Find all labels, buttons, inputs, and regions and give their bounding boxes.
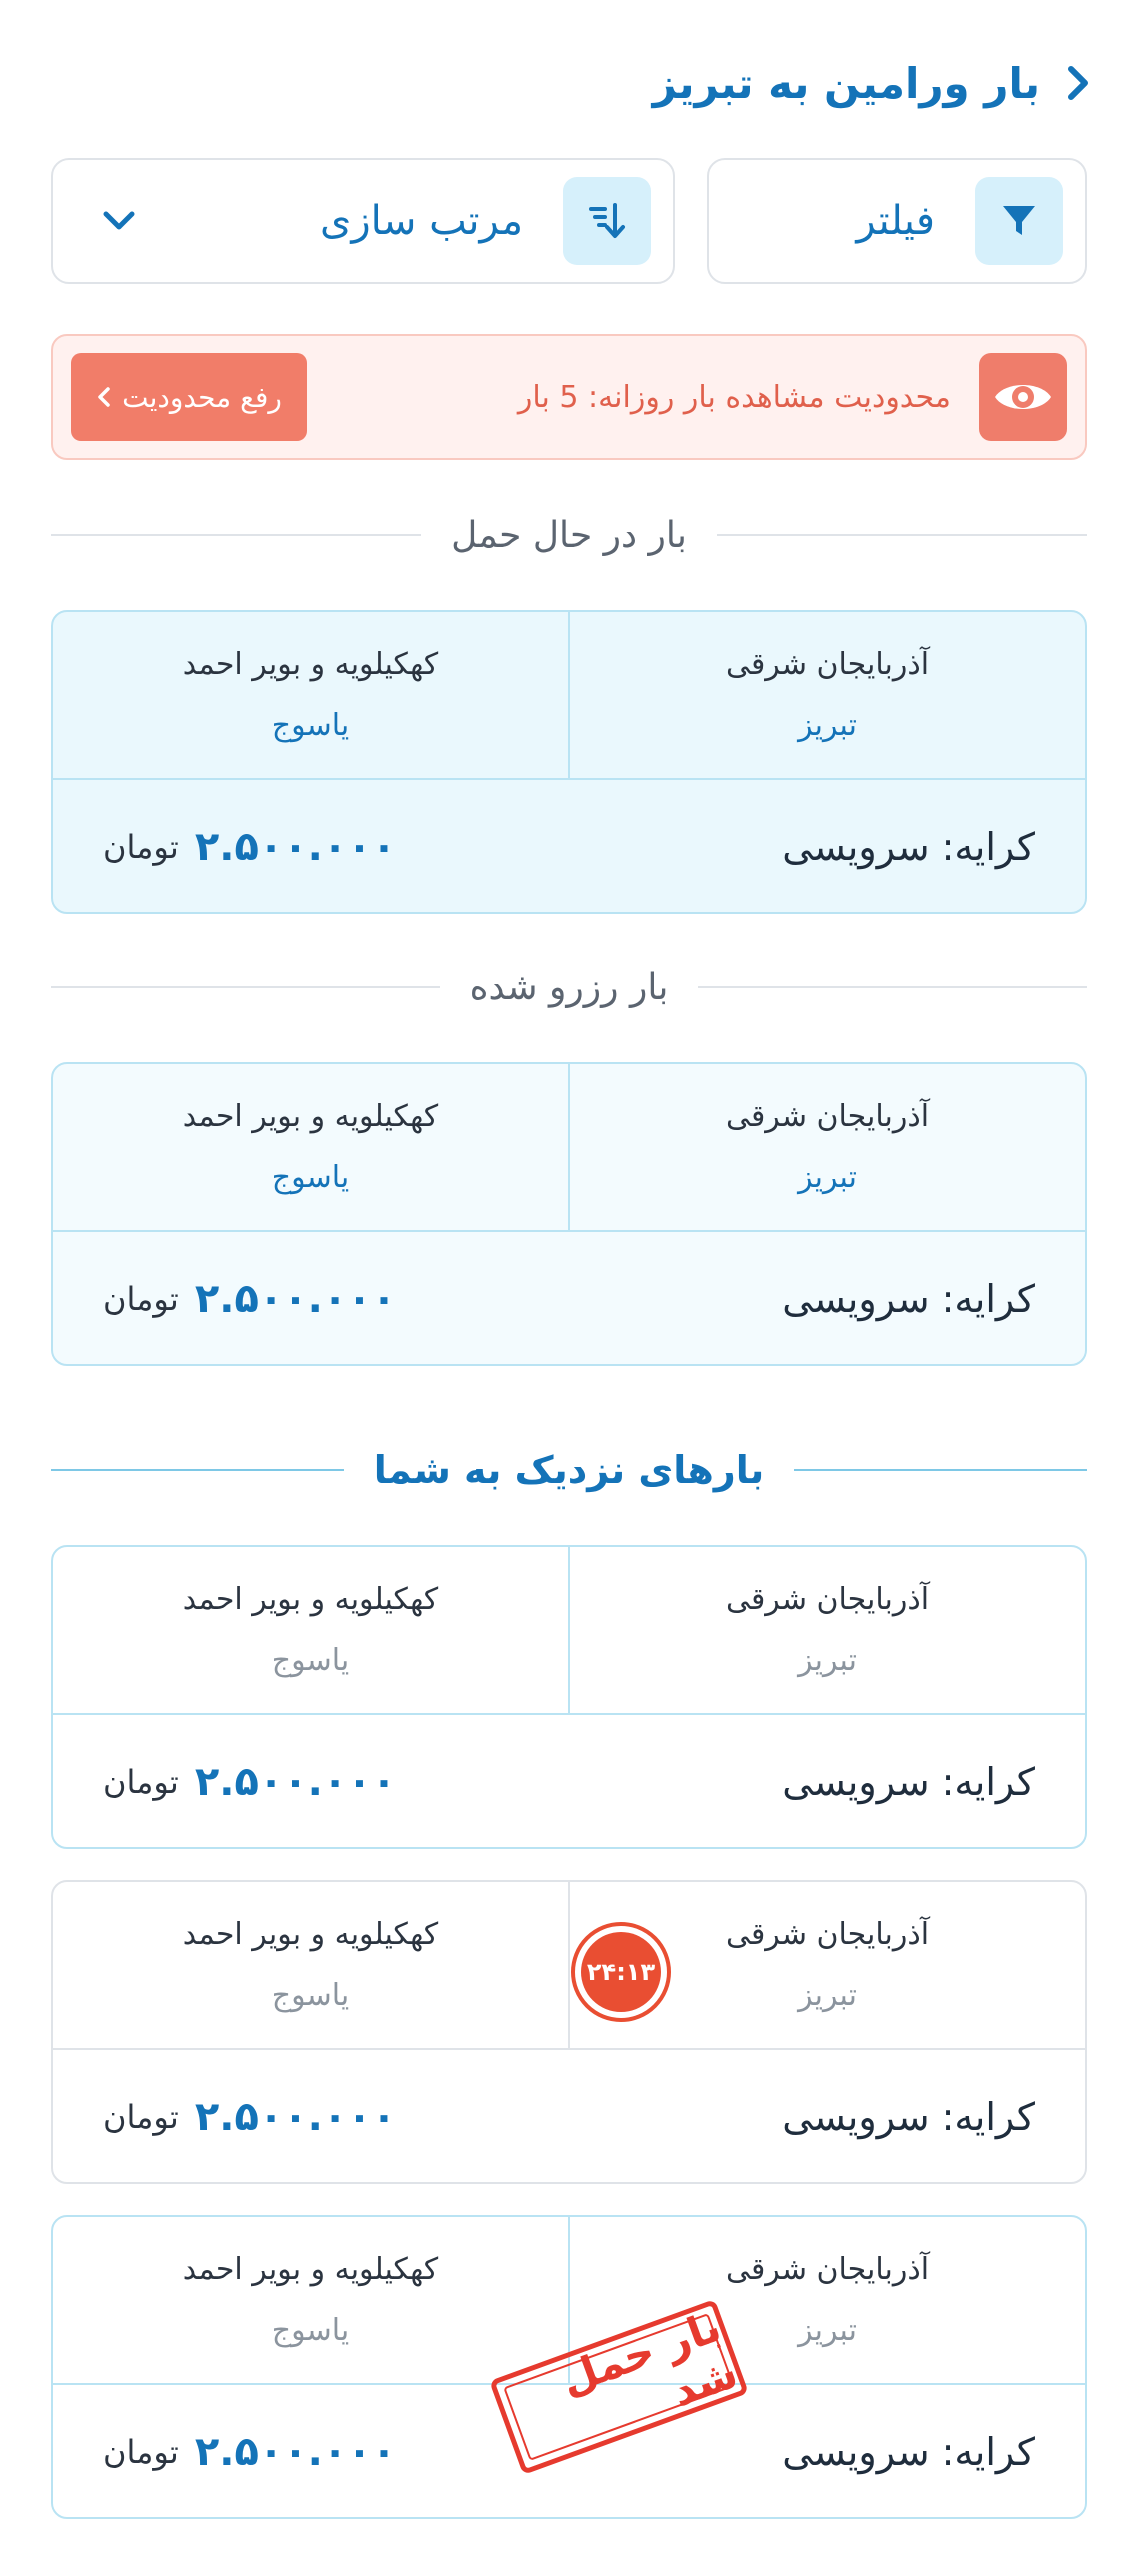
origin-cell bbox=[568, 1064, 1085, 1230]
view-limit-text: محدودیت مشاهده بار روزانه: 5 بار bbox=[517, 379, 951, 415]
origin-province: آذربایجان شرقی bbox=[725, 1917, 930, 1952]
remove-limit-button[interactable] bbox=[71, 353, 307, 441]
origin-province: آذربایجان شرقی bbox=[725, 1582, 930, 1617]
section-title: بار رزرو شده bbox=[469, 966, 669, 1008]
fare-type: کرایه: سرویسی bbox=[782, 1760, 1035, 1804]
price-amount: ۲.۵۰۰.۰۰۰ bbox=[194, 824, 397, 870]
price-unit: تومان bbox=[103, 2098, 179, 2136]
sort-dropdown[interactable] bbox=[51, 158, 675, 284]
filter-label: فیلتر bbox=[856, 198, 935, 244]
origin-city: تبریز bbox=[798, 2313, 857, 2348]
section-reserved bbox=[51, 957, 1087, 1017]
price bbox=[103, 2429, 396, 2475]
price bbox=[103, 1276, 396, 1322]
price-amount: ۲.۵۰۰.۰۰۰ bbox=[194, 2094, 397, 2140]
countdown-timer-badge bbox=[571, 1922, 671, 2022]
destination-province: کهکیلویه و بویر احمد bbox=[182, 1582, 439, 1617]
sort-label: مرتب سازی bbox=[320, 198, 523, 244]
destination-cell bbox=[53, 1547, 568, 1713]
destination-cell bbox=[53, 1882, 568, 2048]
section-nearby bbox=[51, 1440, 1087, 1500]
load-card[interactable] bbox=[51, 2215, 1087, 2519]
divider-line bbox=[698, 986, 1087, 988]
destination-city: یاسوج bbox=[271, 1978, 350, 2013]
destination-city: یاسوج bbox=[271, 708, 350, 743]
destination-cell bbox=[53, 612, 568, 778]
load-card[interactable] bbox=[51, 610, 1087, 914]
countdown-timer-text: ۲۴:۱۳ bbox=[581, 1932, 661, 2012]
chevron-down-icon bbox=[101, 209, 137, 233]
destination-province: کهکیلویه و بویر احمد bbox=[182, 2252, 439, 2287]
sort-icon bbox=[563, 177, 651, 265]
origin-province: آذربایجان شرقی bbox=[725, 1099, 930, 1134]
remove-limit-label: رفع محدودیت bbox=[122, 380, 282, 414]
origin-province: آذربایجان شرقی bbox=[725, 647, 930, 682]
destination-city: یاسوج bbox=[271, 1160, 350, 1195]
funnel-icon bbox=[975, 177, 1063, 265]
divider-line bbox=[51, 986, 440, 988]
load-card[interactable] bbox=[51, 1062, 1087, 1366]
origin-city: تبریز bbox=[798, 1978, 857, 2013]
origin-city: تبریز bbox=[798, 1643, 857, 1678]
price bbox=[103, 2094, 396, 2140]
chevron-left-icon bbox=[96, 385, 112, 409]
destination-cell bbox=[53, 1064, 568, 1230]
divider-line bbox=[51, 1469, 344, 1471]
fare-type: کرایه: سرویسی bbox=[782, 825, 1035, 869]
price-unit: تومان bbox=[103, 828, 179, 866]
filter-sort-bar bbox=[51, 158, 1087, 284]
origin-city: تبریز bbox=[798, 1160, 857, 1195]
view-limit-banner bbox=[51, 334, 1087, 460]
origin-province: آذربایجان شرقی bbox=[725, 2252, 930, 2287]
divider-line bbox=[717, 534, 1087, 536]
price bbox=[103, 824, 396, 870]
eye-icon bbox=[979, 353, 1067, 441]
page-title: بار ورامین به تبریز bbox=[652, 58, 1040, 108]
fare-type: کرایه: سرویسی bbox=[782, 2095, 1035, 2139]
price-amount: ۲.۵۰۰.۰۰۰ bbox=[194, 1759, 397, 1805]
destination-province: کهکیلویه و بویر احمد bbox=[182, 647, 439, 682]
destination-city: یاسوج bbox=[271, 1643, 350, 1678]
destination-city: یاسوج bbox=[271, 2313, 350, 2348]
destination-province: کهکیلویه و بویر احمد bbox=[182, 1099, 439, 1134]
destination-province: کهکیلویه و بویر احمد bbox=[182, 1917, 439, 1952]
fare-type: کرایه: سرویسی bbox=[782, 2430, 1035, 2474]
price-amount: ۲.۵۰۰.۰۰۰ bbox=[194, 1276, 397, 1322]
fare-type: کرایه: سرویسی bbox=[782, 1277, 1035, 1321]
origin-cell bbox=[568, 1547, 1085, 1713]
destination-cell bbox=[53, 2217, 568, 2383]
load-card[interactable] bbox=[51, 1880, 1087, 2184]
price-unit: تومان bbox=[103, 1763, 179, 1801]
price-unit: تومان bbox=[103, 2433, 179, 2471]
section-in-transit bbox=[51, 505, 1087, 565]
origin-city: تبریز bbox=[798, 708, 857, 743]
section-title: بار در حال حمل bbox=[451, 514, 687, 556]
price-amount: ۲.۵۰۰.۰۰۰ bbox=[194, 2429, 397, 2475]
page-header bbox=[40, 48, 1098, 118]
origin-cell bbox=[568, 612, 1085, 778]
price bbox=[103, 1759, 396, 1805]
filter-button[interactable] bbox=[707, 158, 1087, 284]
back-chevron-icon[interactable] bbox=[1058, 63, 1098, 103]
price-unit: تومان bbox=[103, 1280, 179, 1318]
divider-line bbox=[794, 1469, 1087, 1471]
load-card[interactable] bbox=[51, 1545, 1087, 1849]
divider-line bbox=[51, 534, 421, 536]
stamp-text: بار حمل شد bbox=[554, 2301, 744, 2417]
section-title: بارهای نزدیک به شما bbox=[373, 1448, 765, 1492]
